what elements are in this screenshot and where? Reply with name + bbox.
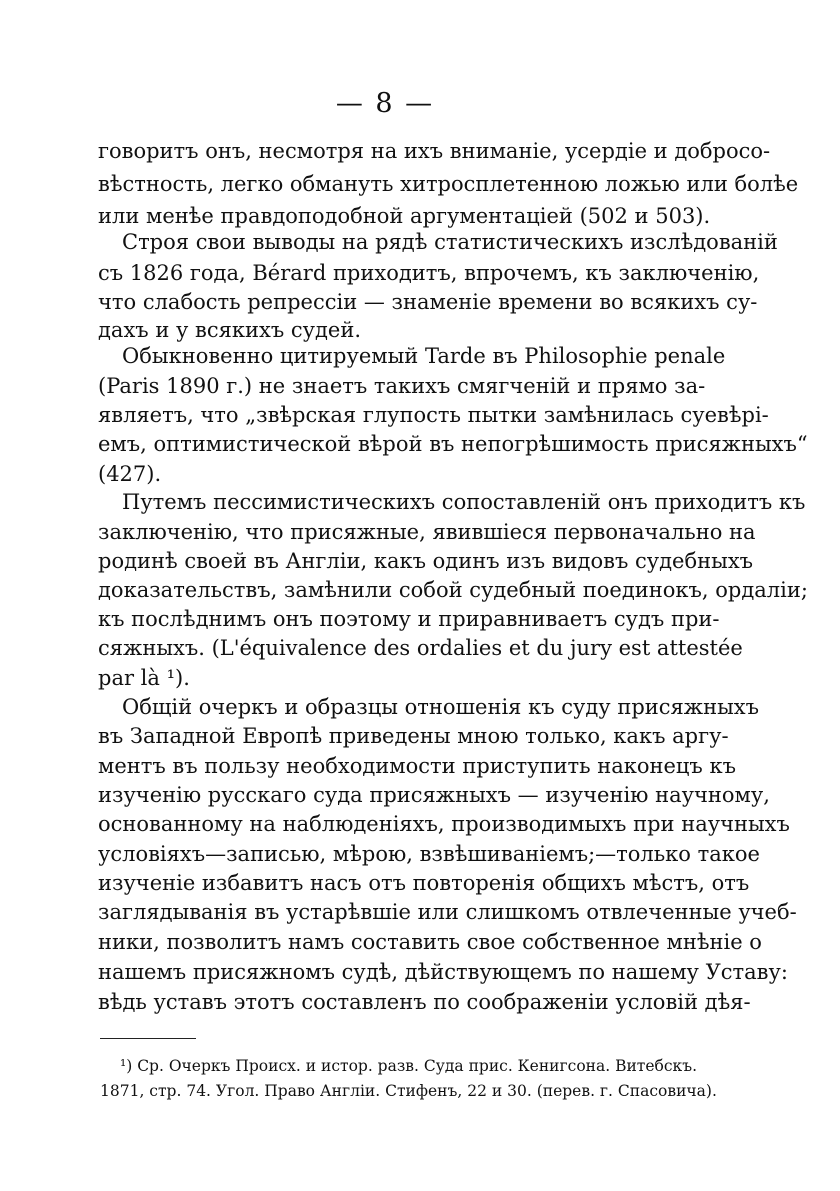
text-line: родинѣ своей въ Англіи, какъ одинъ изъ видовъ судебныхъ bbox=[98, 549, 754, 573]
text-line: Строя свои выводы на рядѣ статистическихъ изслѣдованій bbox=[122, 230, 778, 254]
text-line: основанному на наблюденіяхъ, производимыхъ при научныхъ bbox=[98, 812, 790, 836]
text-line: въ Западной Европѣ приведены мною только, какъ аргу- bbox=[98, 724, 729, 748]
text-line: къ послѣднимъ онъ поэтому и приравниваетъ судъ при- bbox=[98, 607, 720, 631]
text-line: par là ¹). bbox=[98, 666, 190, 690]
text-line: съ 1826 года, Bérard приходитъ, впрочемъ, къ заключенію, bbox=[98, 261, 760, 285]
text-line: доказательствъ, замѣнили собой судебный поединокъ, ордаліи; bbox=[98, 578, 808, 602]
text-line: Обыкновенно цитируемый Tarde въ Philosophie penale bbox=[122, 344, 726, 368]
text-line: заглядыванія въ устарѣвшіе или слишкомъ отвлеченные учеб- bbox=[98, 900, 797, 924]
text-line: Путемъ пессимистическихъ сопоставленій онъ приходитъ къ bbox=[122, 490, 806, 514]
footnote-line: ¹) Ср. Очеркъ Происх. и истор. разв. Суда прис. Кенигсона. Витебскъ. bbox=[120, 1057, 698, 1075]
text-line: (Paris 1890 г.) не знаетъ такихъ смягченій и прямо за- bbox=[98, 374, 706, 398]
text-line: что слабость репрессіи — знаменіе времени во всякихъ су- bbox=[98, 290, 758, 314]
text-line: являетъ, что „звѣрская глупость пытки замѣнилась суевѣрі- bbox=[98, 403, 769, 427]
text-line: вѣдь уставъ этотъ составленъ по соображеніи условій дѣя- bbox=[98, 990, 751, 1014]
footnote-line: 1871, стр. 74. Угол. Право Англіи. Стифенъ, 22 и 30. (перев. г. Спасовича). bbox=[100, 1082, 717, 1100]
text-line: условіяхъ—записью, мѣрою, взвѣшиваніемъ;—только такое bbox=[98, 842, 760, 866]
text-line: (427). bbox=[98, 462, 162, 486]
text-line: ментъ въ пользу необходимости приступить наконецъ къ bbox=[98, 754, 736, 778]
text-line: изученію русскаго суда присяжныхъ — изученію научному, bbox=[98, 783, 770, 807]
text-line: дахъ и у всякихъ судей. bbox=[98, 318, 362, 342]
text-line: изученіе избавитъ насъ отъ повторенія общихъ мѣстъ, отъ bbox=[98, 871, 750, 895]
footnote-rule bbox=[100, 1038, 196, 1039]
text-line: ники, позволитъ намъ составить свое собственное мнѣніе о bbox=[98, 930, 762, 954]
text-line: нашемъ присяжномъ судѣ, дѣйствующемъ по нашему Уставу: bbox=[98, 960, 788, 984]
text-line: или менѣе правдоподобной аргументаціей (502 и 503). bbox=[98, 204, 711, 228]
page-number: — 8 — bbox=[335, 88, 435, 119]
text-line: говоритъ онъ, несмотря на ихъ вниманіе, усердіе и добросо- bbox=[98, 139, 771, 163]
text-line: вѣстность, легко обмануть хитросплетенною ложью или болѣе bbox=[98, 172, 799, 196]
text-line: сяжныхъ. (L'équivalence des ordalies et du jury est attestée bbox=[98, 636, 743, 660]
text-line: емъ, оптимистической вѣрой въ непогрѣшимость присяжныхъ“ bbox=[98, 432, 808, 456]
text-line: Общій очеркъ и образцы отношенія къ суду присяжныхъ bbox=[122, 695, 760, 719]
text-line: заключенію, что присяжные, явившіеся первоначально на bbox=[98, 520, 756, 544]
